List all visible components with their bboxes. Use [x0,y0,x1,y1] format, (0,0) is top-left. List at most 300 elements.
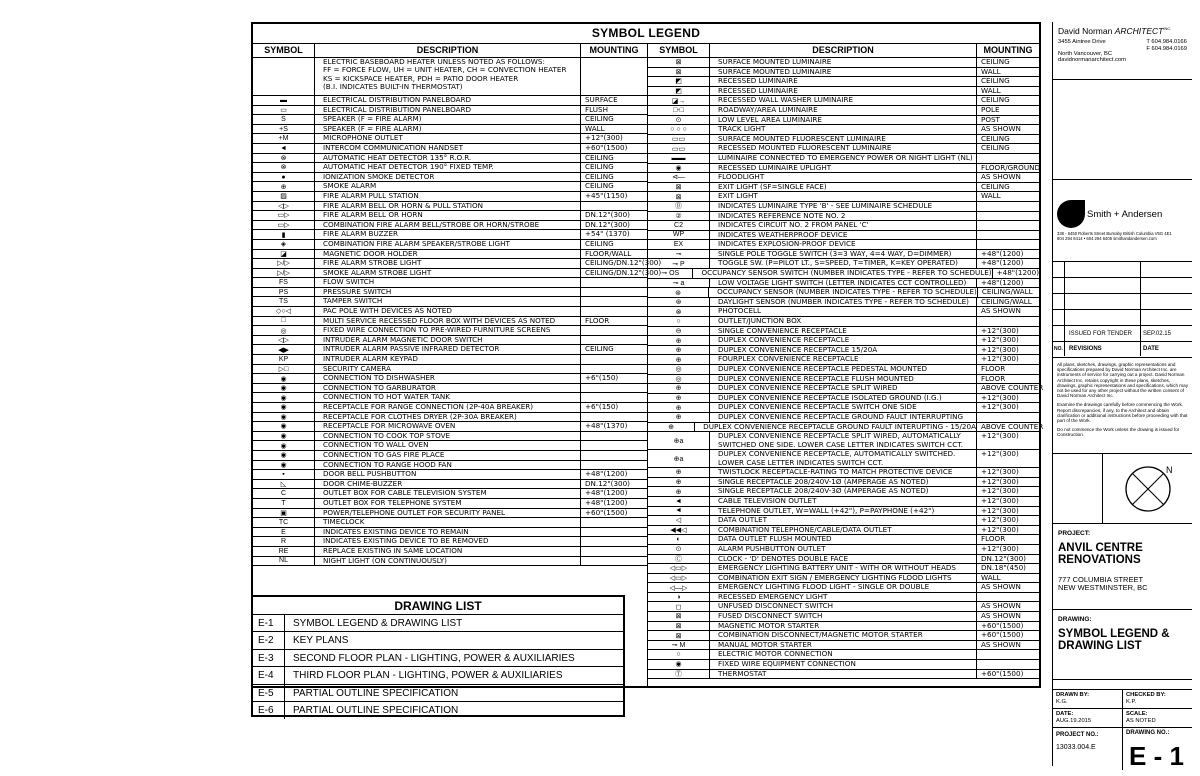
legend-description: DUPLEX CONVENIENCE RECEPTACLE, AUTOMATICALLY SWITCHED. LOWER CASE LETTER INDICATES SWITCH CCT. [710,450,977,467]
legend-description: SINGLE POLE TOGGLE SWITCH (3=3 WAY, 4=4 WAY, D=DIMMER) [710,250,977,259]
legend-description: TAMPER SWITCH [315,297,581,306]
legend-mounting: FLUSH [585,104,609,114]
legend-description: COMBINATION FIRE ALARM BELL/STROBE OR HORN/STROBE [315,221,581,230]
legend-description: NIGHT LIGHT (ON CONTINUOUSLY) [315,557,581,566]
legend-description: EMERGENCY LIGHTING BATTERY UNIT - WITH OR WITHOUT HEADS [710,564,977,573]
drawing-name-1: SYMBOL LEGEND & [1058,628,1170,640]
legend-row [253,288,647,298]
legend-mounting [977,202,1039,211]
legend-symbol-icon: S [253,115,315,124]
legend-symbol-icon: ◄ [648,507,710,516]
legend-description: COMBINATION FIRE ALARM SPEAKER/STROBE LIGHT [315,240,581,249]
legend-row [253,345,647,355]
legend-mounting [581,518,647,527]
legend-symbol-icon: ▭▭ [648,135,710,144]
legend-description: REPLACE EXISTING IN SAME LOCATION [315,547,581,556]
legend-description: AUTOMATIC HEAT DETECTOR 190° FIXED TEMP. [315,163,581,172]
legend-description: FIRE ALARM BELL OR HORN & PULL STATION [315,202,581,211]
legend-description: FIRE ALARM STROBE LIGHT [315,259,581,268]
legend-symbol-icon: ◪→ [648,96,710,105]
notes-block [1053,358,1192,454]
legend-mounting: AS SHOWN [981,601,1021,611]
legend-description: RECESSED LUMINAIRE [710,87,977,96]
legend-mounting: WALL [981,66,1001,76]
legend-description: SURFACE MOUNTED LUMINAIRE [710,58,977,67]
legend-mounting: DN.12"(300) [585,219,630,229]
legend-description: SPEAKER (F = FIRE ALARM) [315,115,581,124]
legend-symbol-icon: ◉ [253,413,315,422]
legend-symbol-icon: ◉ [253,461,315,470]
legend-mounting: CEILING/DN.12"(300) [585,258,662,268]
legend-row [253,509,647,519]
legend-description: DAYLIGHT SENSOR (NUMBER INDICATES TYPE - REFER TO SCHEDULE) [710,298,977,307]
stamp-area [1053,80,1192,180]
legend-mounting [581,393,647,402]
legend-description: INDICATES CIRCUIT NO. 2 FROM PANEL 'C' [710,221,977,230]
legend-symbol-icon: ◁▭▷ [648,564,710,573]
north-arrow-block [1053,454,1192,524]
legend-rows-right [648,57,1044,679]
drawing-list-row [253,667,623,684]
drawing-number: E-5 [253,685,285,701]
legend-description: POWER/TELEPHONE OUTLET FOR SECURITY PANEL [315,509,581,518]
legend-mounting: POLE [981,104,1000,114]
header-description: DESCRIPTION [315,44,581,57]
legend-symbol-icon: Ⓒ [648,555,710,564]
legend-symbol-icon: PS [253,288,315,297]
architect-website: davidnormanarchitect.com [1058,57,1126,64]
legend-symbol-icon: ◁ [648,516,710,525]
rev-date-header: DATE [1143,346,1159,352]
architect-block [1053,22,1192,80]
legend-description: MAGNETIC DOOR HOLDER [315,250,581,259]
legend-symbol-icon: ● [253,173,315,182]
legend-mounting: +60"(1500) [981,668,1024,678]
legend-mounting [977,660,1039,669]
legend-symbol-icon: R [253,537,315,546]
legend-mounting: FLOOR [981,364,1006,373]
title-block [1052,22,1192,771]
drawing-name: THIRD FLOOR PLAN - LIGHTING, POWER & AUXILIARIES [293,670,563,682]
legend-description: ROADWAY/AREA LUMINAIRE [710,106,977,115]
legend-mounting: CEILING [981,95,1010,105]
legend-description: COMBINATION DISCONNECT/MAGNETIC MOTOR STARTER [710,631,977,640]
legend-description: INDICATES EXISTING DEVICE TO BE REMOVED [315,537,581,546]
legend-description: EXIT LIGHT [710,192,977,201]
legend-row [253,267,662,279]
legend-mounting [977,221,1039,230]
legend-mounting: AS SHOWN [981,172,1021,182]
legend-symbol-icon: ⊸ M [648,641,710,650]
legend-description: DUPLEX CONVENIENCE RECEPTACLE SWITCH ONE SIDE [710,403,977,412]
legend-mounting: +12"(300) [981,335,1019,345]
legend-symbol-icon: ▷/▷ [253,269,315,278]
legend-description: ELECTRICAL DISTRIBUTION PANELBOARD [315,96,581,105]
legend-symbol-icon: ◺ [253,480,315,489]
issue-text: ISSUED FOR TENDER [1065,326,1141,341]
legend-mounting [581,441,647,450]
legend-mounting: +12"(300) [981,486,1019,496]
legend-mounting: +12"(300) [981,495,1019,505]
legend-symbol-icon: Ⓣ [648,670,710,679]
legend-description: RECESSED WALL WASHER LUMINAIRE [710,96,977,105]
legend-description: CONNECTION TO WALL OVEN [315,441,581,450]
legend-mounting: +12"(300) [981,354,1019,364]
legend-mounting: CEILING [585,238,614,248]
legend-description: IONIZATION SMOKE DETECTOR [315,173,581,182]
legend-row [253,355,647,365]
legend-mounting: +54" (1370) [585,229,630,239]
project-address-2: NEW WESTMINSTER, BC [1058,583,1148,592]
legend-symbol-icon: ◄ [253,144,315,153]
architect-inc: INC. [1163,26,1172,32]
legend-mounting [977,593,1039,602]
legend-symbol-icon: ◎ [253,326,315,335]
drawing-name-2: DRAWING LIST [1058,640,1142,652]
legend-mounting: ABOVE COUNTER [981,421,1044,431]
legend-mounting [581,58,647,95]
legend-mounting: SURFACE [585,95,618,104]
drawing-label: DRAWING: [1058,616,1092,623]
legend-row [648,307,1039,317]
drawing-number: E-1 [253,615,285,631]
drawing-list-row [253,615,623,632]
legend-mounting [977,240,1039,249]
drawn-by-value: K.G. [1056,698,1068,705]
legend-mounting: ABOVE COUNTER [981,383,1044,393]
legend-symbol-icon: ◈ [253,240,315,249]
legend-symbol-icon: ▭ [253,106,315,115]
legend-description: INDICATES EXPLOSION-PROOF DEVICE [710,240,977,249]
legend-description: PHOTOCELL [710,307,977,316]
legend-symbol-icon: □ [253,317,315,326]
legend-symbol-icon: ⊗ [253,163,315,172]
legend-description: RECESSED LUMINAIRE [710,77,977,86]
legend-description: MULTI SERVICE RECESSED FLOOR BOX WITH DEVICES AS NOTED [315,317,581,326]
legend-symbol-icon: ⊗ [648,307,710,316]
legend-mounting [581,547,647,556]
legend-symbol-icon: ◉ [253,432,315,441]
drawing-list-rows [253,615,623,719]
legend-description: RECEPTACLE FOR RANGE CONNECTION (2P-40A BREAKER) [315,403,581,412]
legend-symbol-icon: +M [253,134,315,143]
legend-description: FIXED WIRE CONNECTION TO PRE-WIRED FURNITURE SCREENS [315,326,581,335]
legend-description: SURFACE MOUNTED FLUORESCENT LUMINAIRE [710,135,977,144]
legend-symbol-icon: ◉ [253,441,315,450]
legend-symbol-icon: ② [648,212,710,221]
issue-date: SEP.02.15 [1143,331,1171,337]
legend-symbol-icon: ⊙ [648,545,710,554]
legend-symbol-icon: ◁▷ [253,336,315,345]
legend-symbol-icon: ◉ [253,384,315,393]
legend-symbol-icon: ⊸ a [648,279,710,288]
legend-description: INTRUDER ALARM PASSIVE INFRARED DETECTOR [315,345,581,354]
legend-description: TRACK LIGHT [710,125,977,134]
legend-mounting: CEILING [585,344,614,354]
legend-symbol-icon: ◎ [648,365,710,374]
legend-description: SINGLE RECEPTACLE 208/240V-3Ø (AMPERAGE AS NOTED) [710,487,977,496]
legend-description: FOURPLEX CONVENIENCE RECEPTACLE [710,355,977,364]
legend-symbol-icon: ⊛ [648,288,709,297]
legend-row [648,432,1039,450]
legend-description: RECESSED MOUNTED FLUORESCENT LUMINAIRE [710,144,977,153]
legend-description: SECURITY CAMERA [315,365,581,374]
legend-mounting [977,212,1039,221]
legend-mounting: FLOOR [585,315,610,325]
legend-description: SINGLE RECEPTACLE 208/240V-1Ø (AMPERAGE AS NOTED) [710,478,977,487]
legend-mounting [581,413,647,422]
legend-row [253,557,647,567]
legend-mounting: DN.12"(300) [585,210,630,220]
legend-mounting: +12"(300) [981,344,1019,354]
legend-symbol-icon: ▮ [253,230,315,239]
drawing-no-label: DRAWING NO.: [1126,730,1170,736]
legend-mounting [581,432,647,441]
legend-mounting: CEILING [981,57,1010,66]
legend-mounting [977,231,1039,240]
legend-mounting: +12"(300) [981,515,1019,525]
legend-description: OCCUPANCY SENSOR (NUMBER INDICATES TYPE - REFER TO SCHEDULE) [709,288,978,297]
legend-description: RECEPTACLE FOR CLOTHES DRYER (2P-30A BREAKER) [315,413,581,422]
drawing-name: PARTIAL OUTLINE SPECIFICATION [293,704,459,716]
legend-symbol-icon: ▭▭ [648,144,710,153]
legend-mounting: CEILING [585,162,614,172]
legend-description: INDICATES EXISTING DEVICE TO REMAIN [315,528,581,537]
engineer-address: 338 - 6450 Roberts Street Burnaby British Columbia V5G 4E1 [1057,231,1172,236]
legend-mounting: +12"(300) [981,431,1019,441]
legend-mounting [581,461,647,470]
legend-left-column [253,44,662,686]
legend-header-right [648,44,1039,58]
legend-row [253,432,647,442]
drawn-by-label: DRAWN BY: [1056,692,1090,698]
legend-description: OCCUPANCY SENSOR SWITCH (NUMBER INDICATES TYPE - REFER TO SCHEDULE) [693,269,992,278]
legend-description: EMERGENCY LIGHTING FLOOD LIGHT - SINGLE OR DOUBLE [710,583,977,592]
legend-symbol-icon: ⊸ [648,250,710,259]
checked-by-value: K.P. [1126,698,1137,705]
legend-symbol-icon: ◉ [253,451,315,460]
legend-symbol-icon: ⊕ [648,346,710,355]
drawing-name: PARTIAL OUTLINE SPECIFICATION [293,687,459,699]
project-no-value: 13033.004.E [1056,744,1096,751]
architect-fax: F 604.984.0169 [1146,45,1187,52]
header-mounting: MOUNTING [589,45,639,55]
legend-symbol-icon: +S [253,125,315,134]
revisions-grid [1053,262,1192,358]
legend-right-column [647,44,1044,686]
legend-symbol-icon: ⊕ [648,394,710,403]
legend-description: PRESSURE SWITCH [315,288,581,297]
legend-mounting [581,528,647,537]
legend-symbol-icon: ◀◀◁ [648,526,710,535]
legend-description: LOW VOLTAGE LIGHT SWITCH (LETTER INDICATES CCT CONTROLLED) [710,279,977,288]
drawing-list-row [253,650,623,667]
legend-symbol-icon: TS [253,297,315,306]
revisions-header [1053,342,1192,356]
legend-mounting [977,317,1039,326]
legend-description: SINGLE CONVENIENCE RECEPTACLE [710,327,977,336]
legend-mounting: +48"(1370) [585,421,628,431]
legend-symbol-icon: ⊕a [648,450,710,467]
architect-phone: T 604.984.0166 [1146,39,1187,45]
legend-mounting: CEILING/WALL [981,287,1033,297]
legend-symbol-icon: RE [253,547,315,556]
legend-description: RECESSED EMERGENCY LIGHT [710,593,977,602]
architect-address-1: 3455 Aintree Drive [1058,39,1106,45]
issue-row [1053,326,1192,342]
legend-mounting: +48"(1200) [981,277,1024,287]
legend-symbol-icon [253,58,315,95]
legend-symbol-icon: ▷/▷ [253,259,315,268]
legend-description: TELEPHONE OUTLET, W=WALL (+42"), P=PAYPHONE (+42") [710,507,977,516]
legend-mounting: CEILING [981,76,1010,86]
legend-mounting: FLOOR [981,373,1006,383]
legend-symbol-icon: ▷□ [253,365,315,374]
legend-row [648,641,1039,651]
legend-symbol-icon: ◁▷ [253,202,315,211]
legend-description: TIMECLOCK [315,518,581,527]
legend-mounting: AS SHOWN [981,124,1021,134]
legend-symbol-icon: ⊠ [648,58,710,67]
date-label: DATE: [1056,711,1074,717]
legend-mounting: +48"(1200) [585,497,628,507]
legend-symbol-icon: ⊕ [648,355,710,364]
legend-symbol-icon: T [253,499,315,508]
legend-symbol-icon: ▨ [253,192,315,201]
legend-description: FIRE ALARM BELL OR HORN [315,211,581,220]
legend-symbol-icon: C2 [648,221,710,230]
legend-symbol-icon: ▭▷ [253,221,315,230]
legend-symbol-icon: ⊕ [648,487,710,496]
legend-mounting: +48"(1200) [981,258,1024,268]
legend-description: DUPLEX CONVENIENCE RECEPTACLE SPLIT WIRED, AUTOMATICALLY SWITCHED ONE SIDE. LOWER CASE LETTER INDICATES SWITCH CCT. [710,432,977,449]
legend-row [648,670,1039,680]
date-value: AUG.19.2015 [1056,717,1092,724]
legend-mounting: CEILING/DN.12"(300) [585,267,662,277]
legend-mounting: CEILING [585,152,614,162]
legend-symbol-icon: EX [648,240,710,249]
legend-description: ELECTRICAL DISTRIBUTION PANELBOARD [315,106,581,115]
legend-symbol-icon: ◉ [648,660,710,669]
legend-mounting [581,297,647,306]
legend-mounting: POST [981,114,1000,124]
legend-description: AUTOMATIC HEAT DETECTOR 135° R.O.R. [315,154,581,163]
legend-symbol-icon: ◇○◁ [253,307,315,316]
legend-description: MAGNETIC MOTOR STARTER [710,622,977,631]
commence-note: Do not commence the Work unless the drawing is issued for Construction. [1057,427,1180,438]
legend-mounting: +12"(300) [981,392,1019,402]
legend-mounting: +12"(300) [981,449,1019,459]
legend-symbol-icon: ▬▬ [648,154,710,163]
legend-mounting: WALL [981,572,1001,582]
legend-rows-left [253,57,662,566]
legend-mounting [581,451,647,460]
legend-symbol-icon: ◐ [648,535,710,544]
legend-mounting [581,202,647,211]
legend-description: FIRE ALARM PULL STATION [315,192,581,201]
legend-description: UNFUSED DISCONNECT SWITCH [710,602,977,611]
legend-description: INDICATES LUMINAIRE TYPE 'B' - SEE LUMINAIRE SCHEDULE [710,202,977,211]
legend-symbol-icon: WP [648,231,710,240]
header-symbol: SYMBOL [648,44,710,57]
legend-symbol-icon: ▣ [253,509,315,518]
legend-symbol-icon: ◩ [648,87,710,96]
legend-symbol-icon: ⊕ [648,478,710,487]
legend-mounting: +48"(1200) [585,488,628,498]
legend-symbol-icon: ◁—▷ [648,583,710,592]
legend-symbol-icon: ⊠ [648,622,710,631]
legend-symbol-icon: ⊕a [648,432,710,449]
legend-description: FIXED WIRE EQUIPMENT CONNECTION [710,660,977,669]
legend-mounting: +12"(300) [981,505,1019,515]
legend-symbol-icon: ◉ [253,374,315,383]
legend-mounting [581,557,647,566]
legend-description: MICROPHONE OUTLET [315,134,581,143]
drawing-name: SECOND FLOOR PLAN - LIGHTING, POWER & AUXILIARIES [293,652,575,664]
legend-symbol-icon: ▬ [253,96,315,105]
drawing-list-table [251,595,625,717]
legend-symbol-icon: ◉ [253,403,315,412]
legend-mounting: +12"(300) [981,476,1019,486]
legend-mounting: AS SHOWN [981,611,1021,621]
legend-mounting: +60"(1500) [981,620,1024,630]
legend-symbol-icon: ⊕ [253,182,315,191]
architect-suffix: ARCHITECT [1114,26,1164,36]
legend-symbol-icon: ◄ [648,497,710,506]
legend-symbol-icon: ◎ [648,375,710,384]
drawing-number: E-2 [253,632,285,648]
drawing-number: E-4 [253,667,285,683]
drawing-name: SYMBOL LEGEND & DRAWING LIST [293,618,463,629]
scale-value: AS NOTED [1126,717,1156,724]
legend-mounting: WALL [981,191,1001,201]
legend-symbol-icon: ▭▷ [253,211,315,220]
legend-symbol-icon: ⊠ [648,68,710,77]
legend-description: CONNECTION TO DISHWASHER [315,374,581,383]
legend-row [253,58,647,96]
legend-description: LOW LEVEL AREA LUMINAIRE [710,116,977,125]
legend-description: CONNECTION TO HOT WATER TANK [315,393,581,402]
legend-description: EXIT LIGHT (SF=SINGLE FACE) [710,183,977,192]
legend-symbol-icon: ◉ [253,422,315,431]
legend-description: INTERCOM COMMUNICATION HANDSET [315,144,581,153]
legend-description: DUPLEX CONVENIENCE RECEPTACLE FLUSH MOUNTED [710,375,977,384]
legend-mounting: WALL [585,123,605,133]
north-arrow-icon [1120,461,1176,517]
legend-symbol-icon: TC [253,518,315,527]
legend-mounting: CEILING [981,133,1010,143]
legend-row [648,450,1039,468]
legend-symbol-icon: ◀▶ [253,345,315,354]
legend-mounting: AS SHOWN [981,306,1021,316]
legend-description: SMOKE ALARM STROBE LIGHT [315,269,581,278]
legend-description: DUPLEX CONVENIENCE RECEPTACLE PEDESTAL MOUNTED [710,365,977,374]
legend-mounting: DN.12"(300) [585,478,630,488]
legend-mounting: +60"(1500) [585,142,628,152]
legend-row [648,583,1039,593]
legend-symbol-icon: ⊠ [648,631,710,640]
legend-mounting [581,326,647,335]
legend-mounting: FLOOR/GROUND [981,162,1041,172]
legend-description: DUPLEX CONVENIENCE RECEPTACLE 15/20A [710,346,977,355]
legend-row [253,547,647,557]
legend-row [253,422,647,432]
legend-description: CABLE TELEVISION OUTLET [710,497,977,506]
legend-description: THERMOSTAT [710,670,977,679]
legend-row [253,441,647,451]
legend-description: SPEAKER (F = FIRE ALARM) [315,125,581,134]
legend-mounting: +6"(150) [585,402,619,411]
